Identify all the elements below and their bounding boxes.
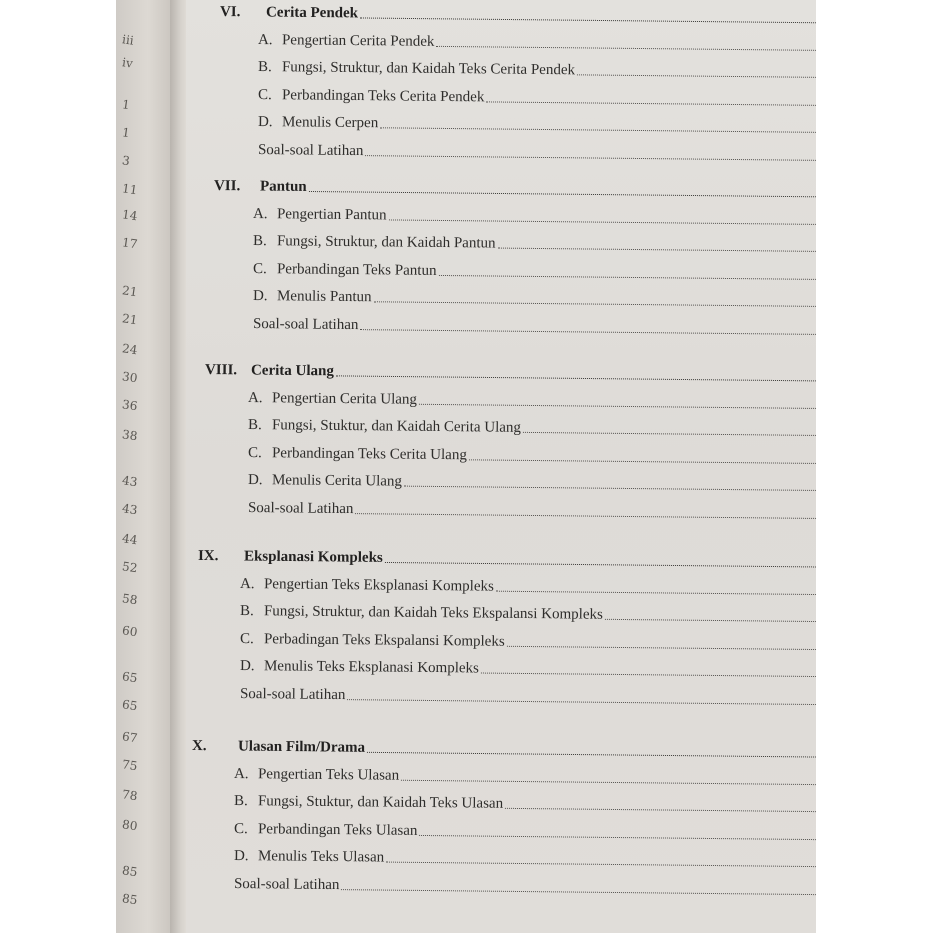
previous-page-number: 58 [121, 591, 139, 608]
subsection-entry [248, 472, 816, 495]
previous-page-number: 38 [121, 427, 139, 444]
subsection-title: Menulis Pantun [276, 288, 372, 306]
dot-leader [486, 101, 816, 105]
dot-leader [577, 74, 816, 78]
exercise-entry [248, 500, 816, 523]
dot-leader [401, 779, 816, 784]
subsection-title: Pengertian Teks Eksplanasi Kompleks [263, 575, 494, 595]
exercise-label: Soal-soal Latihan [252, 315, 359, 333]
dot-leader [347, 699, 816, 705]
subsection-title: Pengertian Teks Ulasan [257, 765, 400, 784]
chapter-title: Cerita Ulang [250, 362, 334, 380]
previous-page-number: 1 [121, 97, 131, 113]
dot-leader [436, 45, 816, 50]
subsection-entry [234, 821, 816, 844]
exercise-label: Soal-soal Latihan [233, 875, 340, 893]
previous-page-number: 17 [121, 235, 139, 252]
chapter-number: VII. [213, 178, 241, 195]
subsection-letter: A. [252, 205, 268, 222]
subsection-entry [240, 603, 816, 626]
subsection-letter: C. [233, 820, 248, 837]
dot-leader [360, 17, 816, 23]
previous-page-number: 21 [121, 311, 139, 328]
dot-leader [438, 274, 815, 279]
subsection-letter: A. [247, 389, 263, 406]
subsection-title: Perbandingan Teks Cerita Pendek [281, 86, 485, 105]
subsection-letter: D. [247, 472, 263, 489]
subsection-entry [240, 658, 816, 681]
subsection-title: Menulis Teks Eksplanasi Kompleks [263, 658, 479, 677]
dot-leader [496, 590, 816, 594]
subsection-letter: A. [233, 765, 249, 782]
subsection-entry [248, 445, 816, 468]
chapter-heading [214, 178, 816, 201]
previous-page-number: 65 [121, 669, 139, 686]
dot-leader [336, 375, 816, 381]
subsection-title: Menulis Teks Ulasan [257, 848, 385, 866]
subsection-letter: C. [247, 444, 262, 461]
subsection-title: Pengertian Cerita Ulang [271, 389, 418, 408]
subsection-letter: C. [257, 86, 272, 103]
previous-page-number: 21 [121, 283, 139, 300]
chapter-title: Cerita Pendek [265, 4, 359, 22]
subsection-title: Fungsi, Struktur, dan Kaidah Pantun [276, 233, 496, 252]
exercise-entry [253, 316, 816, 339]
dot-leader [341, 889, 816, 895]
exercise-entry [240, 686, 816, 709]
subsection-entry [253, 233, 816, 256]
dot-leader [385, 562, 816, 568]
chapter-number: VI. [219, 4, 241, 21]
subsection-entry [253, 288, 816, 311]
dot-leader [419, 834, 816, 839]
previous-page-number: 60 [121, 623, 139, 640]
subsection-entry [253, 261, 816, 284]
subsection-title: Perbandingan Teks Ulasan [257, 820, 418, 839]
subsection-letter: C. [252, 260, 267, 277]
subsection-entry [234, 848, 816, 871]
previous-page-number: 80 [121, 817, 139, 834]
subsection-entry [258, 59, 816, 82]
dot-leader [404, 486, 816, 491]
subsection-letter: A. [257, 31, 273, 48]
previous-page-number: 85 [121, 863, 139, 880]
subsection-letter: B. [252, 233, 267, 250]
previous-page-number: iii [121, 32, 135, 48]
dot-leader [419, 403, 816, 408]
chapter-heading [192, 738, 816, 762]
dot-leader [386, 862, 816, 868]
previous-page-number: 36 [121, 397, 139, 414]
subsection-letter: C. [239, 630, 254, 647]
chapter-heading [198, 548, 816, 571]
subsection-entry [253, 206, 816, 229]
chapter-number: IX. [197, 548, 219, 565]
previous-page-number: 43 [121, 501, 139, 518]
dot-leader [374, 301, 816, 307]
dot-leader [505, 808, 816, 812]
subsection-entry [240, 631, 816, 654]
exercise-label: Soal-soal Latihan [247, 499, 354, 517]
dot-leader [309, 191, 816, 197]
previous-page-number: 65 [121, 697, 139, 714]
subsection-title: Pengertian Cerita Pendek [281, 31, 435, 50]
chapter-number: VIII. [204, 362, 238, 379]
previous-page-number: 75 [121, 757, 139, 774]
exercise-entry [234, 876, 816, 899]
previous-page-number: 1 [121, 125, 131, 141]
subsection-letter: A. [239, 575, 255, 592]
subsection-letter: B. [247, 417, 262, 434]
previous-page-number: 67 [121, 729, 139, 746]
previous-page-number: 30 [121, 369, 139, 386]
chapter-title: Pantun [259, 178, 307, 195]
subsection-letter: B. [239, 603, 254, 620]
dot-leader [389, 219, 816, 224]
dot-leader [498, 248, 816, 252]
exercise-label: Soal-soal Latihan [257, 141, 364, 159]
subsection-letter: D. [252, 288, 268, 305]
dot-leader [365, 155, 816, 161]
subsection-title: Fungsi, Stuktur, dan Kaidah Teks Ulasan [257, 793, 504, 812]
previous-page-number: 43 [121, 473, 139, 490]
dot-leader [380, 127, 816, 133]
dot-leader [360, 329, 816, 335]
dot-leader [605, 619, 816, 622]
subsection-title: Menulis Cerita Ulang [271, 472, 403, 490]
previous-page-number: 24 [121, 341, 139, 358]
previous-page-number: 78 [121, 787, 139, 804]
previous-page-number: 44 [121, 531, 139, 548]
chapter-number: X. [191, 738, 207, 755]
chapter-heading [220, 4, 816, 27]
subsection-title: Menulis Cerpen [281, 114, 379, 132]
subsection-letter: D. [233, 848, 249, 865]
previous-page-number: iv [121, 55, 134, 71]
subsection-entry [258, 114, 816, 137]
dot-leader [367, 752, 816, 758]
previous-page-number: 52 [121, 559, 139, 576]
subsection-title: Perbadingan Teks Ekspalansi Kompleks [263, 630, 505, 650]
exercise-label: Soal-soal Latihan [239, 685, 346, 703]
subsection-title: Perbandingan Teks Cerita Ulang [271, 444, 467, 463]
previous-page-number: 14 [121, 207, 139, 224]
chapter-heading [205, 362, 816, 385]
dot-leader [481, 673, 816, 678]
subsection-letter: D. [257, 114, 273, 131]
subsection-entry [258, 87, 816, 110]
subsection-letter: B. [257, 59, 272, 76]
subsection-entry [248, 390, 816, 413]
subsection-title: Pengertian Pantun [276, 205, 387, 223]
dot-leader [355, 513, 816, 519]
subsection-entry [258, 32, 816, 55]
subsection-title: Perbandingan Teks Pantun [276, 260, 437, 279]
subsection-letter: D. [239, 658, 255, 675]
subsection-entry [234, 766, 816, 789]
previous-page-number: 11 [121, 181, 139, 198]
dot-leader [507, 645, 816, 649]
subsection-entry [240, 576, 816, 599]
chapter-title: Eksplanasi Kompleks [243, 548, 383, 566]
previous-page-number: 3 [121, 153, 131, 169]
subsection-entry [234, 793, 816, 816]
exercise-entry [258, 142, 816, 165]
subsection-title: Fungsi, Stuktur, dan Kaidah Cerita Ulang [271, 417, 522, 436]
chapter-title: Ulasan Film/Drama [237, 738, 366, 756]
subsection-title: Fungsi, Struktur, dan Kaidah Teks Ekspalansi Kompleks [263, 603, 603, 623]
previous-page-number: 85 [121, 891, 139, 908]
subsection-entry [248, 417, 816, 440]
dot-leader [469, 459, 816, 464]
subsection-title: Fungsi, Struktur, dan Kaidah Teks Cerita Pendek [281, 59, 576, 79]
subsection-letter: B. [233, 793, 248, 810]
dot-leader [523, 432, 816, 436]
